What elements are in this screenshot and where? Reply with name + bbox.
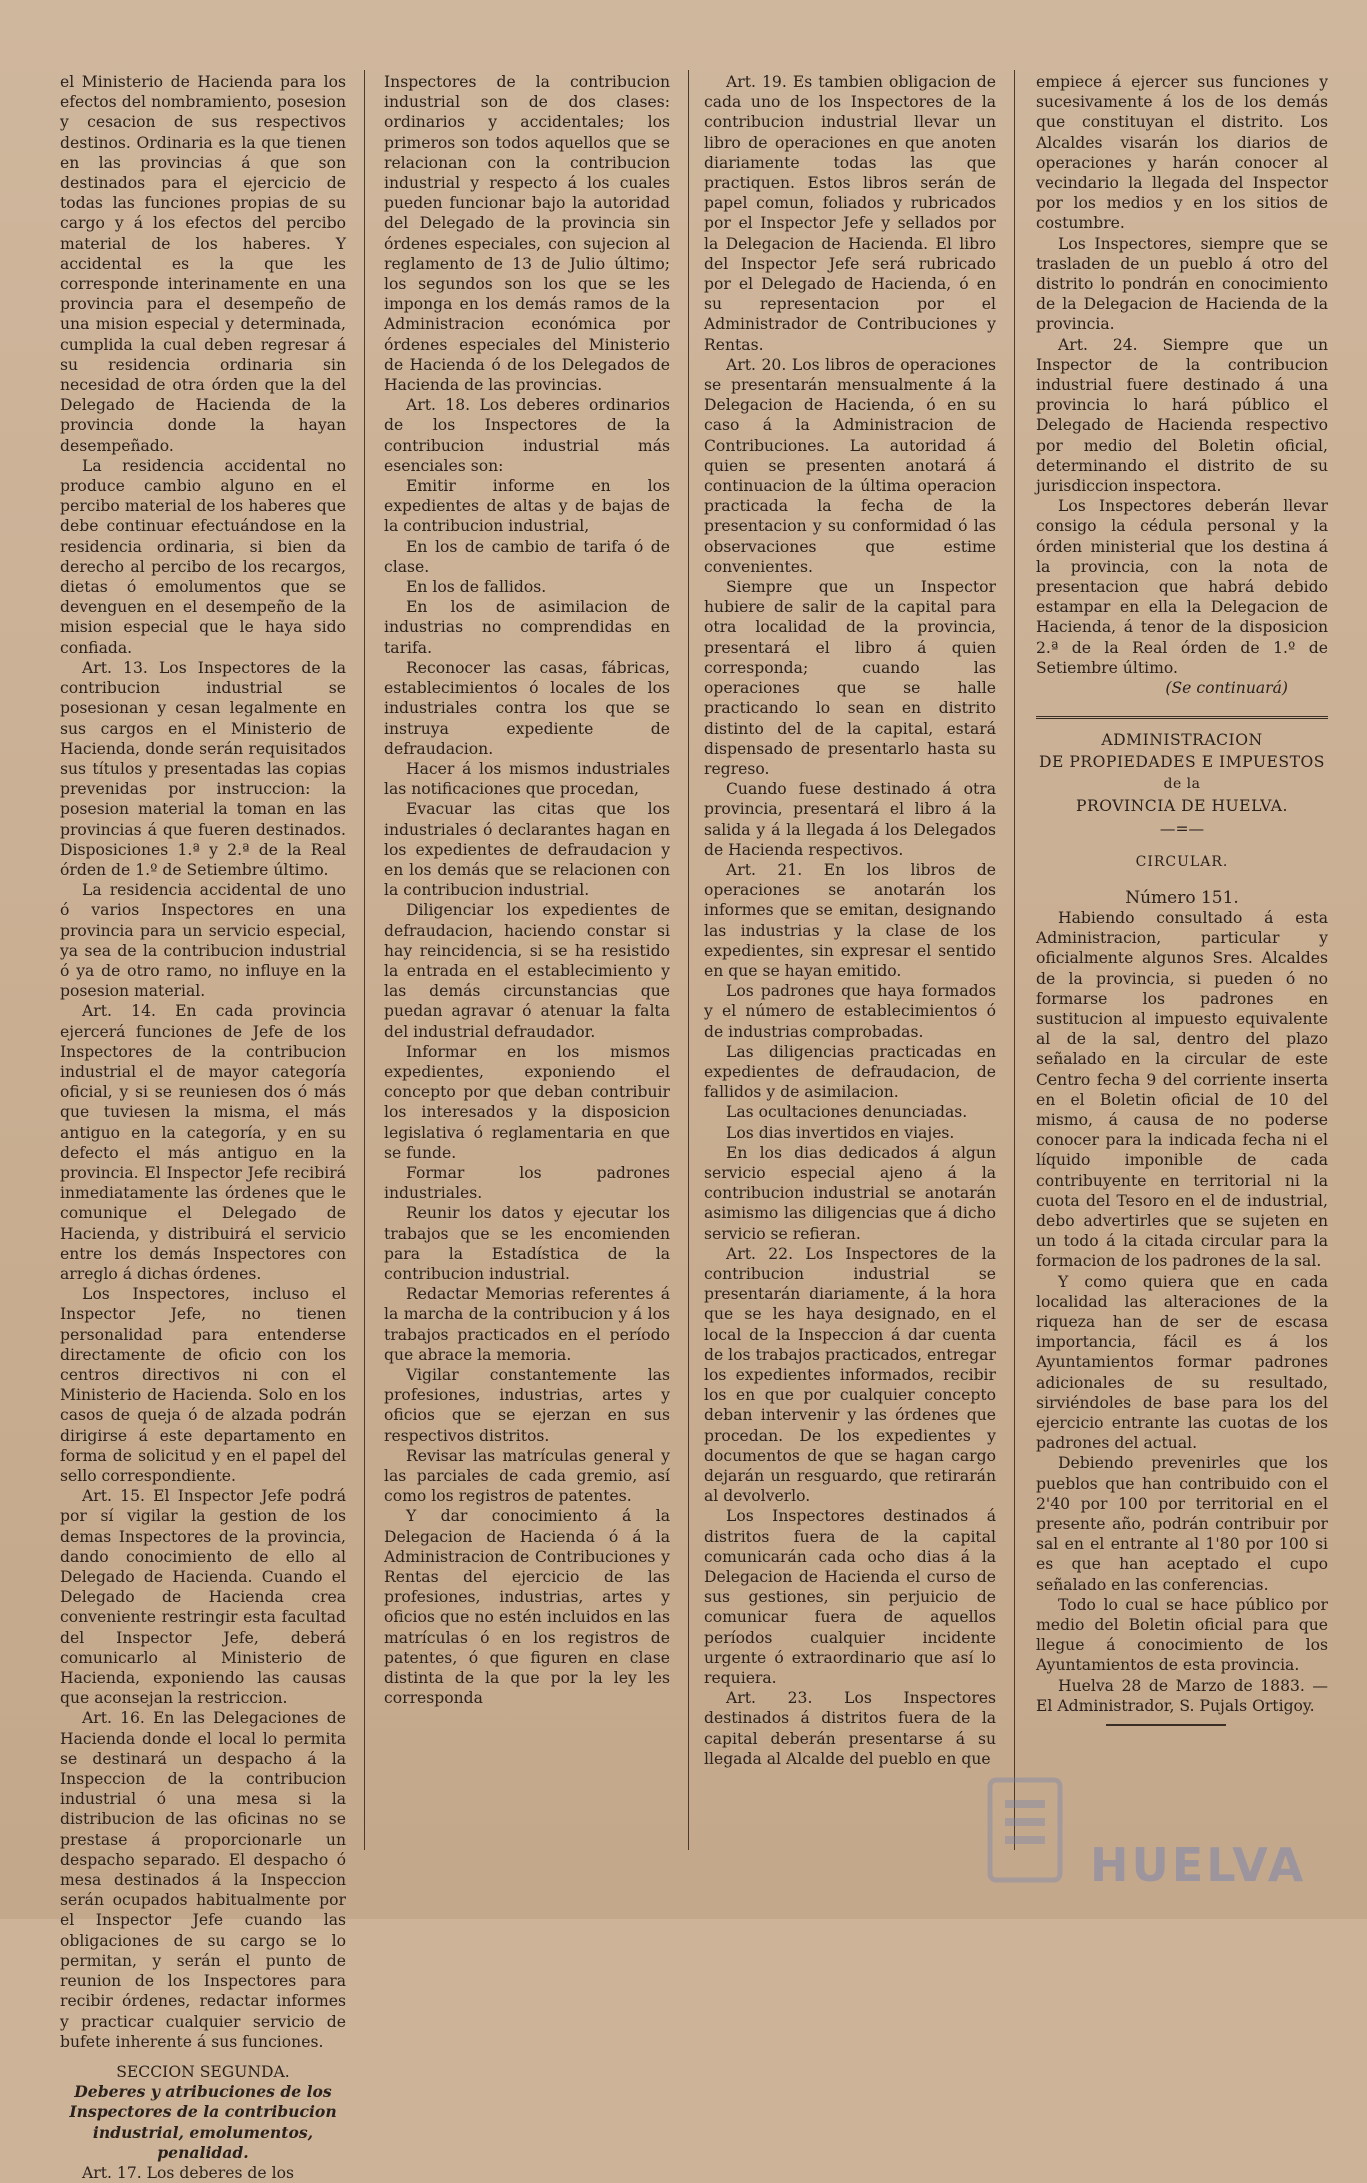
- paragraph: Los Inspectores, incluso el Inspector Jefe, no tienen personalidad para entenderse directamente de oficio con los centros directivos ni con el Ministerio de Hacienda. Solo en los casos de queja ó de alzada podrán dirigirse á este departamento en forma de solicitud y en el papel del sello correspondiente.: [60, 1285, 346, 1486]
- paragraph: Formar los padrones industriales.: [384, 1163, 670, 1203]
- paragraph: Hacer á los mismos industriales las notificaciones que procedan,: [384, 759, 670, 799]
- paragraph: La residencia accidental no produce cambio alguno en el percibo material de los haberes que debe continuar efectuándose en la residencia ordinaria, si bien da derecho al percibo de los recargos, dietas ó emolumentos que se devenguen en el desempeño de la mision especial que le haya sido confiada.: [60, 456, 346, 657]
- admin-heading: de la: [1163, 776, 1201, 793]
- paragraph: En los de fallidos.: [406, 578, 547, 597]
- paragraph: Y como quiera que en cada localidad las alteraciones de la riqueza han de ser de escasa importancia, fácil es á los Ayuntamientos formar padrones adicionales de su resultado, sirviéndoles de base para los del ejercicio entrante las cuotas de los padrones del actual.: [1036, 1272, 1328, 1453]
- paragraph: La residencia accidental de uno ó varios Inspectores en una provincia para un servicio especial, ya sea de la contribucion industrial ó ya de otro ramo, no influye en la posesion material.: [60, 881, 346, 1001]
- paragraph: Los Inspectores deberán llevar consigo la cédula personal y la órden ministerial que los destina á la provincia, con la nota de presentacion que habrá debido estampar en ella la Delegacion de Hacienda, á tenor de la disposicion 2.ª de la Real órden de 1.º de Setiembre último.: [1036, 497, 1328, 677]
- paragraph: Debiendo prevenirles que los pueblos que han contribuido con el 2'40 por 100 por territorial en el presente año, podrán contribuir por sal en el entrante al 1'80 por 100 si es que han aceptado el cupo señalado en las conferencias.: [1036, 1454, 1328, 1594]
- ornament-separator: —=—: [1159, 820, 1205, 839]
- paragraph: Redactar Memorias referentes á la marcha de la contribucion y á los trabajos practicados en el período que abrace la memoria.: [384, 1285, 670, 1364]
- paragraph: Todo lo cual se hace público por medio del Boletin oficial para que llegue á conocimiento de los Ayuntamientos de esta provincia.: [1036, 1595, 1328, 1675]
- paragraph: Art. 19. Es tambien obligacion de cada uno de los Inspectores de la contribucion industrial llevar un libro de operaciones en que anoten diariamente todas las que practiquen. Estos libros serán de papel comun, foliados y rubricados por el Inspector Jefe y sellados por la Delegacion de Hacienda. El libro del Inspector Jefe será rubricado por el Delegado de Hacienda, ó en su representacion por el Administrador de Contribuciones y Rentas.: [704, 73, 996, 354]
- paragraph: Art. 21. En los libros de operaciones se anotarán los informes que se emitan, designando las industrias y la clase de los expedientes, sin expresar el sentido en que se hayan emitido.: [704, 860, 996, 980]
- column-3: [704, 72, 996, 1852]
- circular-number: Número 151.: [1125, 887, 1239, 908]
- paragraph: Art. 17. Los deberes de los: [82, 2163, 294, 2182]
- column-2: [384, 72, 670, 1852]
- paragraph: En los de asimilacion de industrias no comprendidas en tarifa.: [384, 598, 670, 657]
- paragraph: Las ocultaciones denunciadas.: [726, 1103, 968, 1122]
- paragraph: empiece á ejercer sus funciones y sucesivamente á los de los demás que constituyan el distrito. Los Alcaldes visarán los diarios de operaciones y harán conocer al vecindario la llegada del Inspector por los medios y en los sitios de costumbre.: [1036, 73, 1328, 233]
- paragraph: Evacuar las citas que los industriales ó declarantes hagan en los expedientes de defraudacion y en los demás que se relacionen con la contribucion industrial.: [384, 800, 670, 900]
- section-title: SECCION SEGUNDA.: [116, 2062, 290, 2081]
- double-rule: [1036, 716, 1328, 719]
- column-4: [1036, 72, 1328, 1852]
- closing-rule: [1106, 1724, 1226, 1726]
- paragraph: Habiendo consultado á esta Administracion, particular y oficialmente algunos Sres. Alcaldes de la provincia, si pueden ó no formarse los padrones en sustitucion al impuesto equivalente al de la sal, dentro del plazo señalado en la circular de este Centro fecha 9 del corriente inserta en el Boletin oficial de 10 del mismo, á causa de no poderse conocer para la indicada fecha ni el líquido imponible de cada contribuyente en territorial ni la cuota del Tesoro en el de industrial, debo advertirles que se sujeten en un todo á la citada circular para la formacion de los padrones de la sal.: [1036, 908, 1328, 1271]
- paragraph: Revisar las matrículas general y las parciales de cada gremio, así como los registros de patentes.: [384, 1446, 670, 1506]
- column-rule: [1014, 70, 1015, 1850]
- admin-heading: DE PROPIEDADES E IMPUESTOS: [1039, 753, 1325, 772]
- admin-heading: PROVINCIA DE HUELVA.: [1075, 797, 1288, 816]
- paragraph: Inspectores de la contribucion industrial son de dos clases: ordinarios y accidentales; los primeros son todos aquellos que se relacionan con la contribucion industrial y respecto á los cuales pueden funcionar bajo la autoridad del Delegado de la provincia sin órdenes especiales, con sujecion al reglamento de 13 de Julio último; los segundos son los que se les imponga en los demás ramos de la Administracion económica por órdenes especiales del Ministerio de Hacienda ó de los Delegados de Hacienda de las provincias.: [384, 73, 670, 395]
- paragraph: Vigilar constantemente las profesiones, industrias, artes y oficios que se ejerzan en sus respectivos distritos.: [384, 1366, 670, 1445]
- paragraph: En los dias dedicados á algun servicio especial ajeno á la contribucion industrial se anotarán asimismo las diligencias que á dicho servicio se refieran.: [704, 1143, 996, 1243]
- paragraph: Art. 23. Los Inspectores destinados á distritos fuera de la capital deberán presentarse á su llegada al Alcalde del pueblo en que: [704, 1689, 996, 1768]
- paragraph: Emitir informe en los expedientes de altas y de bajas de la contribucion industrial,: [384, 477, 670, 536]
- column-1: [60, 72, 346, 2182]
- section-subtitle: Deberes y atribuciones de los Inspectores de la contribucion industrial, emolumentos, penalidad.: [69, 2082, 337, 2162]
- paragraph: Las diligencias practicadas en expedientes de defraudacion, de fallidos y de asimilacion.: [704, 1042, 996, 1102]
- paragraph: Art. 13. Los Inspectores de la contribucion industrial se posesionan y cesan legalmente en sus cargos en el Ministerio de Hacienda, donde serán requisitados sus títulos y presentadas las copias prevenidas por instruccion: la posesion material la toman en las provincias á que fueren destinados. Disposiciones 1.ª y 2.ª de la Real órden de 1.º de Setiembre último.: [60, 658, 346, 879]
- paragraph: Art. 16. En las Delegaciones de Hacienda donde el local lo permita se destinará un despacho á la Inspeccion de la contribucion industrial ó una mesa si la distribucion de las oficinas no se prestase á proporcionarle un despacho separado. El despacho ó mesa destinados á la Inspeccion serán ocupados habitualmente por el Inspector Jefe cuando las obligaciones de su cargo se lo permitan, y serán el punto de reunion de los Inspectores para recibir órdenes, redactar informes y practicar cualquier servicio de bufete inherente á sus funciones.: [60, 1709, 346, 2051]
- paragraph: el Ministerio de Hacienda para los efectos del nombramiento, posesion y cesacion de sus respectivos destinos. Ordinaria es la que tienen en las provincias á que son destinados para el ejercicio de todas las funciones propias de su cargo y á los efectos del percibo material de los haberes. Y accidental es la que les corresponde interinamente en una provincia para el desempeño de una mision especial y determinada, cumplida la cual deben regresar á su residencia ordinaria sin necesidad de otra órden que la del Delegado de Hacienda de la provincia donde la hayan desempeñado.: [60, 73, 346, 455]
- admin-heading: ADMINISTRACION: [1101, 731, 1263, 750]
- paragraph: Art. 15. El Inspector Jefe podrá por sí vigilar la gestion de los demas Inspectores de la provincia, dando conocimiento de ello al Delegado de Hacienda. Cuando el Delegado de Hacienda crea conveniente restringir esta facultad del Inspector Jefe, deberá comunicarlo al Ministerio de Hacienda, exponiendo las causas que aconsejan la restriccion.: [60, 1487, 346, 1708]
- paragraph: Los Inspectores, siempre que se trasladen de un pueblo á otro del distrito lo pondrán en conocimiento de la Delegacion de Hacienda de la provincia.: [1036, 234, 1328, 334]
- watermark-text: HUELVA: [1090, 1838, 1307, 1892]
- paragraph: Los dias invertidos en viajes.: [726, 1123, 955, 1142]
- paragraph: Los Inspectores destinados á distritos fuera de la capital comunicarán cada ocho dias á la Delegacion de Hacienda el curso de sus gestiones, sin perjuicio de comunicar fuera de aquellos períodos cualquier incidente urgente ó extraordinario que así lo requiera.: [704, 1507, 996, 1688]
- paragraph: Art. 22. Los Inspectores de la contribucion industrial se presentarán diariamente, á la hora que se les haya designado, en el local de la Inspeccion á dar cuenta de los trabajos practicados, entregar los expedientes informados, recibir los en que por cualquier concepto deban intervenir y las órdenes que procedan. De los expedientes y documentos de que se hagan cargo dejarán un resguardo, que retirarán al devolverlo.: [704, 1244, 996, 1506]
- paragraph: Reunir los datos y ejecutar los trabajos que se les encomienden para la Estadística de la contribucion industrial.: [384, 1204, 670, 1283]
- paragraph: Y dar conocimiento á la Delegacion de Hacienda ó á la Administracion de Contribuciones y Rentas del ejercicio de las profesiones, industrias, artes y oficios que no estén incluidos en las matrículas ó en los registros de patentes, ó que figuren en clase distinta de la que por la ley les corresponda: [384, 1507, 670, 1708]
- paragraph: Art. 20. Los libros de operaciones se presentarán mensualmente á la Delegacion de Hacienda, ó en su caso á la Administracion de Contribuciones. La autoridad á quien se presenten anotará á continuacion de la última operacion practicada la fecha de la presentacion y su conformidad ó las observaciones que estime convenientes.: [704, 355, 996, 576]
- paragraph: Art. 18. Los deberes ordinarios de los Inspectores de la contribucion industrial más esenciales son:: [384, 396, 670, 475]
- paragraph: Cuando fuese destinado á otra provincia, presentará el libro á la salida y á la llegada á los Delegados de Hacienda respectivos.: [704, 780, 996, 859]
- paragraph: Reconocer las casas, fábricas, establecimientos ó locales de los industriales contra los que se instruya expediente de defraudacion.: [384, 658, 670, 758]
- paragraph: Art. 24. Siempre que un Inspector de la contribucion industrial fuere destinado á una provincia lo hará público el Delegado de Hacienda respectivo por medio del Boletin oficial, determinando el distrito de su jurisdiccion inspectora.: [1036, 335, 1328, 496]
- column-rule: [364, 70, 365, 1850]
- paragraph: Diligenciar los expedientes de defraudacion, haciendo constar si hay reincidencia, si se ha resistido la entrada en el establecimiento y las demás circunstancias que puedan agravar ó atenuar la falta del industrial defraudador.: [384, 901, 670, 1041]
- column-rule: [688, 70, 689, 1850]
- paragraph: En los de cambio de tarifa ó de clase.: [384, 537, 670, 576]
- paragraph: Siempre que un Inspector hubiere de salir de la capital para otra localidad de la provincia, presentará el libro á quien corresponda; cuando las operaciones que se halle practicando lo sean en distrito distinto del de la capital, estará dispensado de presentarlo hasta su regreso.: [704, 578, 996, 778]
- circular-label: CIRCULAR.: [1135, 853, 1229, 870]
- paragraph: Art. 14. En cada provincia ejercerá funciones de Jefe de los Inspectores de la contribucion industrial el de mayor categoría oficial, y si se reuniesen dos ó más que tuviesen la misma, el más antiguo en la categoría, y en su defecto el más antiguo en la provincia. El Inspector Jefe recibirá inmediatamente las órdenes que le comunique el Delegado de Hacienda, y distribuirá el servicio entre los demás Inspectores con arreglo á dichas órdenes.: [60, 1002, 346, 1283]
- paragraph: Los padrones que haya formados y el número de establecimientos ó de industrias comprobadas.: [704, 982, 996, 1041]
- signature-paragraph: Huelva 28 de Marzo de 1883. —El Administrador, S. Pujals Ortigoy.: [1036, 1676, 1328, 1715]
- paragraph: Informar en los mismos expedientes, exponiendo el concepto por que deban contribuir los interesados y la disposicion legislativa ó reglamentaria en que se funde.: [384, 1042, 670, 1162]
- continued-note: (Se continuará): [1165, 679, 1288, 698]
